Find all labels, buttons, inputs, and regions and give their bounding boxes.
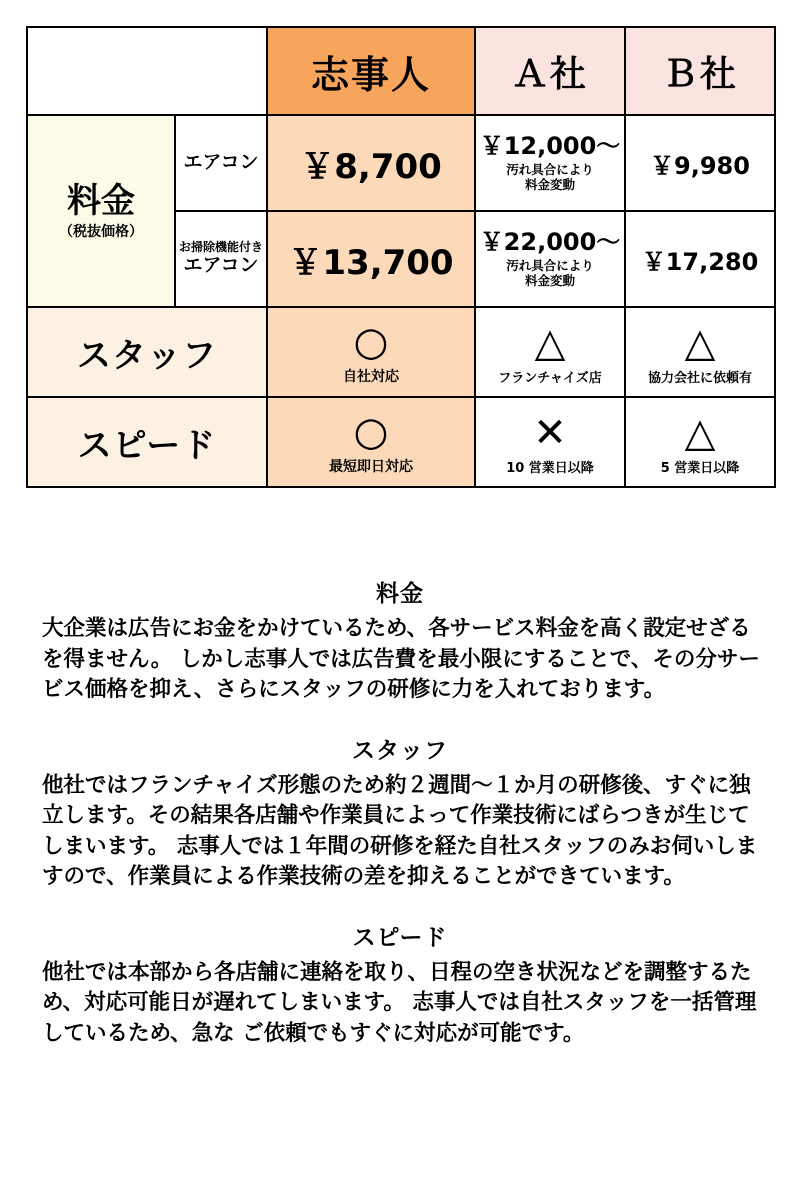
price-a-selfclean-note-line2: 料金変動 (524, 273, 575, 289)
section-speed (0, 919, 800, 1050)
header-own-company: 志事人 (267, 27, 475, 115)
triangle-icon: △ (534, 319, 566, 366)
section-staff-body: 他社ではフランチャイズ形態のため約２週間〜１か月の研修後、すぐに独立します。その結果各店舗や作業員によって作業技術にばらつきが生じてしまいます。 志事人では１年間の研修を経た自社スタッフのみお伺いしますので、作業員による作業技術の差を抑えることができています。 (42, 772, 758, 890)
row-label-staff: スタッフ (27, 307, 267, 397)
speed-a-rating (475, 397, 625, 487)
staff-a-note: フランチャイズ店 (498, 370, 602, 386)
triangle-icon: △ (684, 409, 716, 456)
table-row-price-aircon (27, 115, 775, 211)
table-row-speed (27, 397, 775, 487)
triangle-icon: △ (684, 319, 716, 366)
circle-icon: ○ (353, 409, 389, 455)
price-b-selfclean: ￥17,280 (625, 211, 775, 307)
price-a-selfclean-value: ￥22,000〜 (479, 228, 621, 257)
table-row-staff (27, 307, 775, 397)
section-speed-body: 他社では本部から各店舗に連絡を取り、日程の空き状況などを調整するため、対応可能日が遅れてしまいます。 志事人では自社スタッフを一括管理しているため、急な ご依頼でもすぐに対応が可能です。 (42, 959, 757, 1046)
staff-a-rating (475, 307, 625, 397)
staff-own-rating (267, 307, 475, 397)
header-company-b: Ｂ社 (625, 27, 775, 115)
speed-own-note: 最短即日対応 (329, 459, 413, 475)
cross-icon: ✕ (533, 409, 567, 456)
price-a-aircon (475, 115, 625, 211)
circle-icon: ○ (353, 319, 389, 365)
price-a-aircon-note-line1: 汚れ具合により (506, 161, 594, 177)
section-price-body: 大企業は広告にお金をかけているため、各サービス料金を高く設定せざるを得ません。 しかし志事人では広告費を最小限にすることで、その分サービス価格を抑え、さらにスタッフの研修に力を入れております。 (42, 616, 760, 703)
row-label-price-text: 料金 (67, 181, 135, 222)
row-label-price (27, 115, 175, 307)
section-speed-title: スピード (352, 924, 448, 951)
comparison-table (26, 26, 776, 488)
speed-b-note: 5 営業日以降 (660, 460, 740, 476)
row-label-price-sub: （税抜価格） (59, 223, 143, 240)
header-blank-cell (27, 27, 267, 115)
price-own-aircon: ￥8,700 (267, 115, 475, 211)
comparison-table-wrapper (26, 26, 774, 488)
section-price-title: 料金 (376, 581, 424, 607)
price-a-selfclean-note-line1: 汚れ具合により (506, 257, 594, 273)
section-price (0, 575, 800, 706)
section-staff (0, 732, 800, 893)
speed-b-rating (625, 397, 775, 487)
header-company-a: Ａ社 (475, 27, 625, 115)
speed-own-rating (267, 397, 475, 487)
table-header-row (27, 27, 775, 115)
price-a-selfclean (475, 211, 625, 307)
staff-own-note: 自社対応 (343, 369, 399, 385)
row-label-speed: スピード (27, 397, 267, 487)
price-a-aircon-note-line2: 料金変動 (524, 177, 575, 193)
sub-label-selfclean-main: エアコン (183, 253, 259, 276)
speed-a-note: 10 営業日以降 (506, 460, 594, 476)
explanation-sections (0, 575, 800, 1069)
section-staff-title: スタッフ (352, 737, 448, 764)
sub-label-aircon: エアコン (175, 115, 267, 211)
sub-label-selfclean-top: お掃除機能付き (178, 240, 263, 255)
staff-b-note: 協力会社に依頼有 (647, 370, 752, 386)
price-b-aircon: ￥9,980 (625, 115, 775, 211)
staff-b-rating (625, 307, 775, 397)
sub-label-selfclean-aircon (175, 211, 267, 307)
price-own-selfclean: ￥13,700 (267, 211, 475, 307)
price-a-aircon-value: ￥12,000〜 (479, 132, 621, 161)
